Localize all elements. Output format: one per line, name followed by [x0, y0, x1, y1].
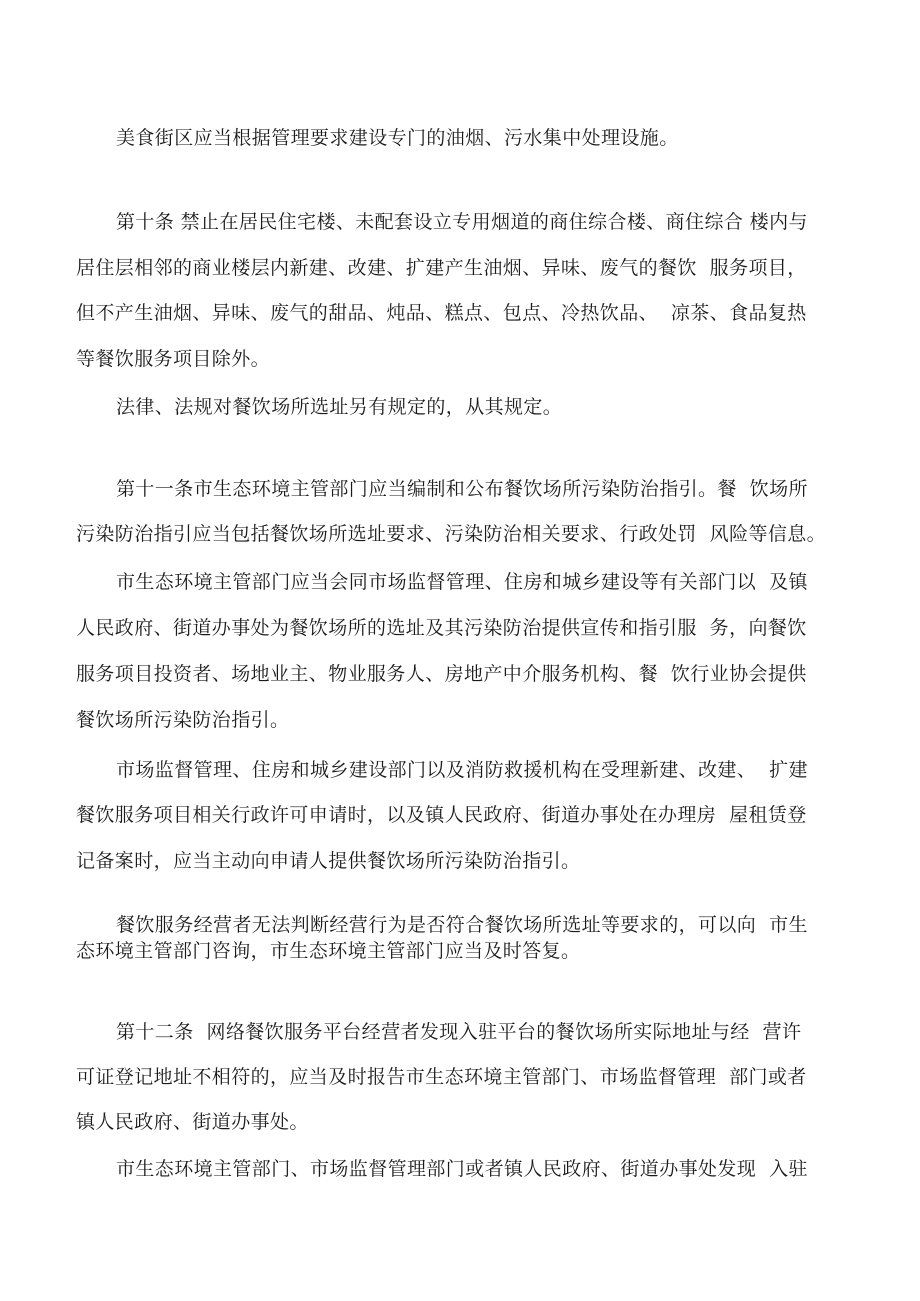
text-line: 市生态环境主管部门应当会同市场监督管理、住房和城乡建设等有关部门以 及镇	[116, 571, 808, 593]
text-line: 市场监督管理、住房和城乡建设部门以及消防救援机构在受理新建、改建、 扩建	[116, 759, 808, 781]
text-line: 但不产生油烟、异味、废气的甜品、炖品、糕点、包点、冷热饮品、 凉茶、食品复热	[76, 302, 807, 324]
text-line: 法律、法规对餐饮场所选址另有规定的，从其规定。	[116, 396, 563, 418]
text-line: 污染防治指引应当包括餐饮场所选址要求、污染防治相关要求、行政处罚 风险等信息。	[76, 523, 827, 545]
text-line: 镇人民政府、街道办事处。	[76, 1111, 309, 1133]
text-line: 等餐饮服务项目除外。	[76, 348, 271, 370]
text-line: 市生态环境主管部门、市场监督管理部门或者镇人民政府、街道办事处发现 入驻	[116, 1158, 808, 1180]
text-line: 餐饮服务经营者无法判断经营行为是否符合餐饮场所选址等要求的，可以向 市生	[116, 914, 808, 936]
text-line: 服务项目投资者、场地业主、物业服务人、房地产中介服务机构、餐 饮行业协会提供	[76, 663, 807, 685]
text-line: 餐饮场所污染防治指引。	[76, 709, 290, 731]
text-line: 第十条 禁止在居民住宅楼、未配套设立专用烟道的商住综合楼、商住综合 楼内与	[116, 211, 808, 233]
text-line: 人民政府、街道办事处为餐饮场所的选址及其污染防治提供宣传和指引服 务，向餐饮	[76, 617, 807, 639]
text-line: 态环境主管部门咨询，市生态环境主管部门应当及时答复。	[76, 940, 581, 962]
text-line: 记备案时，应当主动向申请人提供餐饮场所污染防治指引。	[76, 850, 581, 872]
text-line: 可证登记地址不相符的，应当及时报告市生态环境主管部门、市场监督管理 部门或者	[76, 1066, 807, 1088]
text-line: 第十一条市生态环境主管部门应当编制和公布餐饮场所污染防治指引。餐 饮场所	[116, 478, 808, 500]
text-line: 餐饮服务项目相关行政许可申请时，以及镇人民政府、街道办事处在办理房 屋租赁登	[76, 804, 807, 826]
text-line: 第十二条 网络餐饮服务平台经营者发现入驻平台的餐饮场所实际地址与经 营许	[116, 1021, 802, 1043]
text-line: 居住层相邻的商业楼层内新建、改建、扩建产生油烟、异味、废气的餐饮 服务项目，	[76, 257, 807, 279]
text-line: 美食街区应当根据管理要求建设专门的油烟、污水集中处理设施。	[116, 127, 679, 149]
